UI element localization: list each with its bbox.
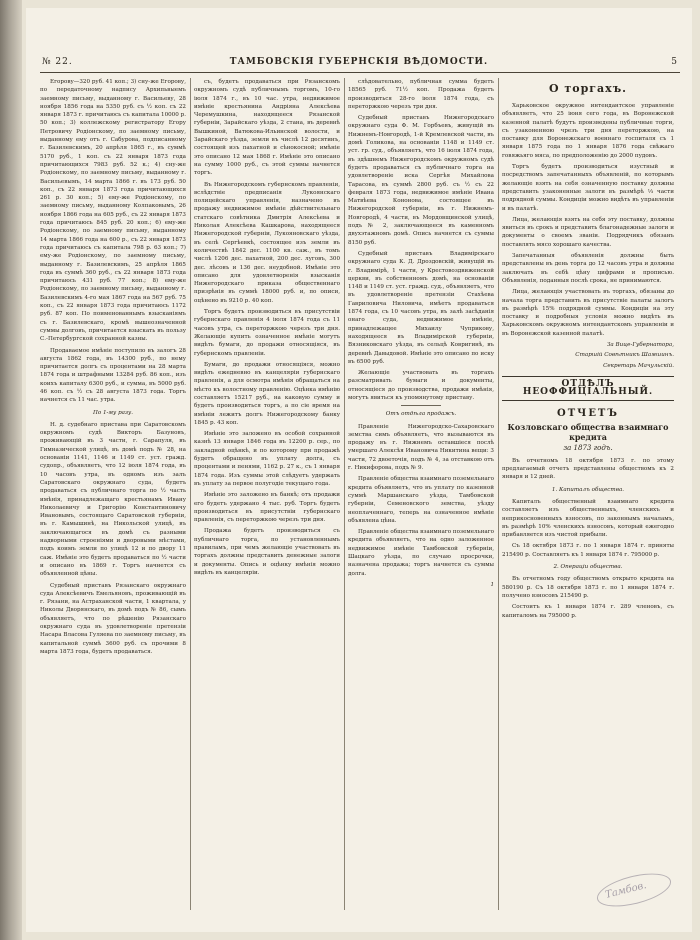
page-header	[34, 54, 684, 70]
paragraph: Въ Нижегородскомъ губернскомъ правленіи, вслѣдствіе предписанія Лукоянскаго полицейскаго управленія, назначено въ продажу недвижимое имѣніе дѣйствительнаго статскаго совѣтника Дмитрія Алексѣева и Николая Алексѣева Кашкарова, находящееся Нижегородской губерніи, Лукояновскаго уѣзда, въ селѣ Сергѣевкѣ, состоящее изъ земли въ количествѣ 1842 дес. 1100 кв. саж., въ томъ числѣ 1206 дес. пахатной, 200 дес. луговъ, 300 дес. лѣсовъ и 136 дес. неудобной. Имѣніе это описано для удовлетворенія взысканія Нижегородскаго приказа общественнаго призрѣнія въ суммѣ 18000 руб. и, по описи, оцѣнено въ 9210 р. 40 коп.	[194, 181, 340, 304]
column-divider	[190, 78, 191, 910]
report-title: ОТЧЕТЪ	[557, 407, 619, 419]
paragraph: Продажа будетъ производиться съ публичнаго торга, по установленнымъ правиламъ, при чемъ желающіе участвовать въ торгахъ должны представить денежные залоги и документы. Опись и оцѣнку имѣнія можно видѣть въ канцеляріи.	[194, 528, 340, 576]
paragraph: Желающіе участвовать въ торгахъ разсматривать бумаги и документы, относящіеся до производства, продажи имѣнія, могутъ явиться къ упомянутому приставу.	[348, 370, 494, 401]
paragraph: Съ 18 октября 1873 г. по 1 января 1874 г. приняты 215490 р. Составляетъ къ 1 января 1874 г. 795000 р.	[502, 543, 674, 558]
footnote-number: 1	[490, 581, 494, 588]
paragraph: Запечатанныя объявленія должны быть представлены въ день торга до 12 часовъ утра и должны заключать въ себѣ цѣну цифрами и прописью. Объявленія, поданныя послѣ срока, не принимаются.	[502, 253, 674, 284]
issue-number: № 22.	[42, 57, 73, 67]
stamp-text: Тамбов.	[604, 880, 648, 901]
section-heading: Отъ отдѣла продажъ.	[385, 411, 457, 418]
paragraph: Капиталъ общественный взаимнаго кредита составляетъ изъ общественныхъ, членскихъ и неприкосновенныхъ взносовъ, по законнымъ началамъ, въ размѣрѣ 10% членскихъ взносовъ, который ежегодно прибавляется изъ чистой прибыли.	[502, 498, 674, 539]
paragraph: Въ отчетномъ 18 октября 1873 г. по этому предлагаемый отчетъ представлены обществомъ къ 2 января и 12 дней.	[502, 457, 674, 481]
column-1	[40, 78, 186, 910]
unofficial-section-band: ОТДѢЛЪ НЕОФФИЦІАЛЬНЫЙ.	[502, 376, 674, 401]
paragraph: Судебный приставъ Нижегородскаго окружнаго суда Ф. М. Горбъевъ, живущій въ Нижнемъ-Новгородѣ, 1-й Кремлевской части, въ домѣ Голикова, на основаніи 1148 и 1149 ст. уст. гр. суд., объявляетъ, что 16 іюля 1874 года, въ здѣшнемъ Нижегородскомъ окружномъ судѣ будетъ продаваться съ публичнаго торга на удовлетвореніе иска Сергѣя Михайлова Тарасова, въ суммѣ 2800 руб. съ ½ съ 22 февраля 1873 года, недвижимое имѣніе Ивана Матвѣева Кононова, состоящее въ Нижегородской губерніи, въ г. Нижнемъ-Новгородѣ, 4 части, въ Мордовщинской улицѣ, подъ № 2, заключающееся въ каменномъ двухэтажномъ домѣ. Опись начнется съ суммы 8150 руб.	[348, 115, 494, 246]
column-4	[502, 78, 674, 910]
paragraph: Состоитъ къ 1 января 1874 г. 289 членовъ, съ капиталомъ на 795000 р.	[502, 604, 674, 619]
paragraph: Егорову—320 руб. 41 коп.; 3) сну-же Егорову, по передаточному надпису Архипьвыемъ заемному письму, выданному г. Васильеву, 28 ноября 1856 года на 5350 руб. съ ½ коп. съ 22 января 1873 г. причитаюсь съ капитала 10000 р. 50 коп.; 3) коллежскому регистратору Егору Петровичу Родіонскому, по заемному письму, выданному ему отъ г. Сабурова, подписанному г. Базилевскимъ, 20 апрѣля 1865 г., въ суммѣ 5170 руб., 1 коп. съ 22 января 1873 года причитающихся 7983 руб. 52 к.; 4) сну-же Родіонскому, по заемному письму, выданному г. Васильевымъ, 14 марта 1866 г. въ 173 руб. 50 коп., съ 22 января 1873 года причитающихся 261 р. 30 коп.; 5) ему-же Родіонскому, по заемному письму, выданному Колпаковымъ, 26 ноября 1866 года на 605 руб., съ 22 января 1873 года причитаюсь 845 руб. 20 коп.; 6) ему-же Родіонскому, по заемному письму, выданному 14 марта 1866 года на 600 р., съ 22 января 1873 года причитаюсь съ капитала 798 р. 63 коп.; 7) ему-же Родіонскому, по заемному письму, выданному г. Базилевскимъ, 25 апрѣля 1865 года въ суммѣ 360 руб., съ 22 января 1873 года причитаюсь 431 руб. 77 коп.; 8) ему-же Родіонскому, по заемному письму, выданному г. Базилевскимъ 4-го мая 1867 года на 567 руб. 75 коп., съ 22 января 1873 года причитаюсь 1172 руб. 87 коп. По поименованнымъ взысканіямъ съ г. Базилевскаго, кромѣ вышеозначенной суммы долговъ, причитается взыскать въ пользу С.-Петербургской сохранной казны.	[40, 79, 186, 343]
column-divider	[344, 78, 345, 910]
separator-rule	[401, 405, 441, 406]
section-title: О торгахъ.	[549, 82, 627, 95]
paragraph: Торгъ будетъ производиться въ присутствіи губернскаго правленія 4 іюля 1874 года съ 11 часовъ утра, съ переторжкою черезъ три дня. Желающіе купить означенное имѣніе могутъ видѣть бумаги, до продажи относящіяся, въ губернскомъ правленіи.	[194, 309, 340, 357]
book-binding	[0, 0, 22, 940]
section-heading: 2. Операціи общества.	[553, 564, 623, 571]
signature-line: За Вице-Губернатора,	[606, 342, 674, 349]
paragraph: Судебный приставъ Владимірскаго окружнаго суда К. Д. Дроздовскій, живущій въ г. Владимірѣ, 1 части, у Крестовоздвиженской церкви, въ собственномъ домѣ, на основаніи 1148 и 1149 ст. уст. гражд. суд., объявляетъ, что въ удовлетвореніе претензіи Стахѣева Гавриловича Ниловича, имѣетъ продаваться 1874 года, съ 10 часовъ утра, въ залѣ засѣданія онаго суда, недвижимое имѣніе, принадлежащее Михаилу Чуприкову, находящееся въ Владимірской губерніи, Вязниковскаго уѣзда, въ сельцѣ Ковригинѣ, въ деревнѣ Давыдовой. Имѣніе это описано по иску въ 6500 руб.	[348, 250, 494, 365]
section-heading: 1. Капиталъ общества.	[551, 486, 625, 493]
paragraph: Продаваемое имѣніе поступило въ залогъ 28 августа 1862 года, въ 14300 руб., по нему причитается долгъ съ процентами на 28 марта 1874 года и штрафными 13284 руб. 86 коп., изъ коихъ капиталу 6300 руб., и сумма, въ 5000 руб. 46 коп. съ ½ съ 28 августа 1873 года. Торгъ начнется съ 11 час. утра.	[40, 347, 186, 404]
paragraph: съ, будетъ продаваться при Рязанскомъ окружномъ судѣ публичнымъ торгомъ, 10-го іюля 1874 г., въ 10 час. утра, недвижимое имѣніе крестьянина Андріяна Алексѣева Черемушкина, находящееся Рязанской губерніи, Зарайскаго уѣзда, 2 стана, въ деревнѣ Вышкиной, Ватюкова-Ильинской волости, и Зарайскаго уѣзда, земли въ числѣ 12 десятинъ, состоящей изъ пахатной и сѣнокосной; имѣніе это описано 12 мая 1868 г. Имѣніе это описано на сумму 1000 руб., съ этой суммы начнется торгъ.	[194, 79, 340, 177]
report-subtitle: Козловскаго общества взаимнаго кредита	[507, 421, 669, 442]
paragraph: Бумаги, до продажи относящіяся, можно видѣть ежедневно въ канцеляріи губернскаго правленія, а для осмотра имѣнія обращаться на мѣсто къ волостному правленію. Оцѣнка имѣнію составляетъ 15217 руб., на каковую сумму и будетъ производиться торгъ, а по сіе время на имѣніи лежитъ долгъ Нижегородскому банку 1845 р. 43 коп.	[194, 361, 340, 426]
header-rule	[40, 72, 680, 73]
paragraph: Судебный приставъ Рязанскаго окружнаго суда Алексѣевичъ Емельяновъ, проживающій въ г. Рязани, на Астраханской части, 1 квартала, у Николы Дворянскаго, въ домѣ подъ № 86, сымъ объявляетъ, что по рѣшенію Рязанскаго окружнаго суда въ удовлетвореніе претензіи Насара Власова Гуляева по заемному письму, въ капитальной суммѣ 3600 руб. съ прочими 8 марта 1873 года, будетъ продаваться.	[40, 582, 186, 655]
signature-line: Секретарь Мачульскій.	[603, 362, 674, 369]
signature-line: Старшій Совѣтникъ Шамшинъ.	[575, 352, 674, 359]
report-year: за 1873 годъ.	[563, 443, 613, 452]
section-heading: По 1-му разу.	[92, 409, 134, 416]
paragraph: Торгъ будетъ производиться изустный и посредствомъ запечатанныхъ объявленій, по которымъ желающіе взять на себя означенную поставку должны представить узаконенные залоги въ размѣрѣ ⅓ части подрядной суммы. Кондиціи можно видѣть въ управленіи и въ палатѣ.	[502, 164, 674, 212]
column-divider	[498, 78, 499, 910]
paragraph: Въ отчетномъ году обществомъ открыто кредита на 580190 р. Съ 18 октября 1873 г. по 1 января 1874 г. получено взносовъ 215490 р.	[502, 576, 674, 599]
paragraph: слѣдовательно, публичная сумма будетъ 18565 руб. 71½ коп. Продажа будетъ производиться 28-го іюля 1874 года, съ переторжкою черезъ три дня.	[348, 79, 494, 110]
page-number: 5	[671, 57, 678, 67]
paragraph: Лица, желающія взять на себя эту поставку, должны явиться въ срокъ и представить благонадежные залоги и документы о своемъ званіи. Подрядчикъ обязанъ поставлять мясо хорошаго качества.	[502, 216, 674, 248]
paragraph: Правленіе общества взаимнаго поземельнаго кредита объявляетъ, что въ уплату по казенной суммѣ Маршанскаго уѣзда, Тамбовской губерніи, Семеновского земства, уѣзду неоплаченнаго, теперь на означенное имѣніе объявлена цѣна.	[348, 476, 494, 524]
column-3	[348, 78, 494, 910]
paragraph: Правленіе общества взаимнаго поземельнаго кредита объявляетъ, что на одно заложенное недвижимое имѣніе Тамбовской губерніи, Шацкаго уѣзда, по случаю просрочки, назначена продажа; торгъ начнется съ суммы долга.	[348, 529, 494, 577]
paragraph: Правленіе Нижегородско-Сахаровскаго земства симъ объявляетъ, что вызываются въ продажу въ г. Нижнемъ оставшіеся послѣ умершаго Алексѣя Ивановича Никитина вещи: 3 части, 72 двоеточія, подъ № 4, за отставкою отъ г. Никифорова, подъ № 9.	[348, 423, 494, 472]
column-2	[194, 78, 340, 910]
paragraph: Н. д. судебнаго пристава при Саратовскомъ окружномъ судѣ Викторъ Базуновъ, проживающій въ 3 части, г. Сарапуля, въ Гимназической улицѣ, въ домѣ подъ № 28, на основаніи 1141, 1146 и 1149 ст. уст. гражд. судопр., объявляетъ, что 12 іюля 1874 года, въ 10 часовъ утра, въ одномъ изъ залъ Саратовскаго окружнаго суда, будетъ продаваться съ публичнаго торга по ½ часть имѣнія, принадлежащаго крестьянамъ Ивану Николаевичу и Григорію Константиновичу Ивановымъ, состоящаго Саратовской губерніи, въ г. Камышинѣ, на Никольской улицѣ, въ заключающагося въ домѣ съ разными надворными строеніями и дворовыми мѣстами, подъ коимъ земли по улицѣ 12 и по двору 11 саж. Имѣніе это будетъ продаваться по ½ части и описано въ 1869 г. Торгъ начнется съ объявленной цѣны.	[40, 421, 186, 578]
paragraph: Имѣніе это заложено въ банкѣ; отъ продажи его будетъ удержано 4 тыс. руб. Торгъ будетъ производиться въ присутствіи губернскаго правленія, съ переторжкою черезъ три дня.	[194, 492, 340, 524]
paragraph: Имѣніе это заложено въ особой сохранной казнѣ 13 января 1846 года въ 12200 р. сер., по закладной оцѣнкѣ, и по которому при продажѣ будетъ обращено въ уплату долга, съ процентами и пенями, 1162 р. 27 к., съ 1 января 1874 года. Изъ суммы этой слѣдуетъ удержать въ уплату за первое полугодіе текущаго года.	[194, 431, 340, 487]
paragraph: Лица, желающія участвовать въ торгахъ, обязаны до начала торга представить въ присутствіе палаты залогъ въ размѣрѣ 15% подрядной суммы. Кондиціи на эту поставку и подробныя условія можно видѣть въ Харьковскомъ окружномъ интендантскомъ управленіи и въ Воронежской казенной палатѣ.	[502, 289, 674, 337]
newspaper-title: ТАМБОВСКІЯ ГУБЕРНСКІЯ ВѢДОМОСТИ.	[229, 57, 489, 67]
newspaper-page	[26, 8, 692, 932]
paragraph: Харьковское окружное интендантское управленіе объявляетъ, что 25 іюня сего года, въ Воронежской казенной палатѣ будутъ произведены публичные торги, съ узаконенною чрезъ три дня переторжкою, на поставку для Воронежскаго военнаго госпиталя съ 1 января 1875 года по 1 января 1876 года свѣжаго говяжьяго мяса, по предположенію до 2000 пудовъ.	[502, 103, 674, 159]
